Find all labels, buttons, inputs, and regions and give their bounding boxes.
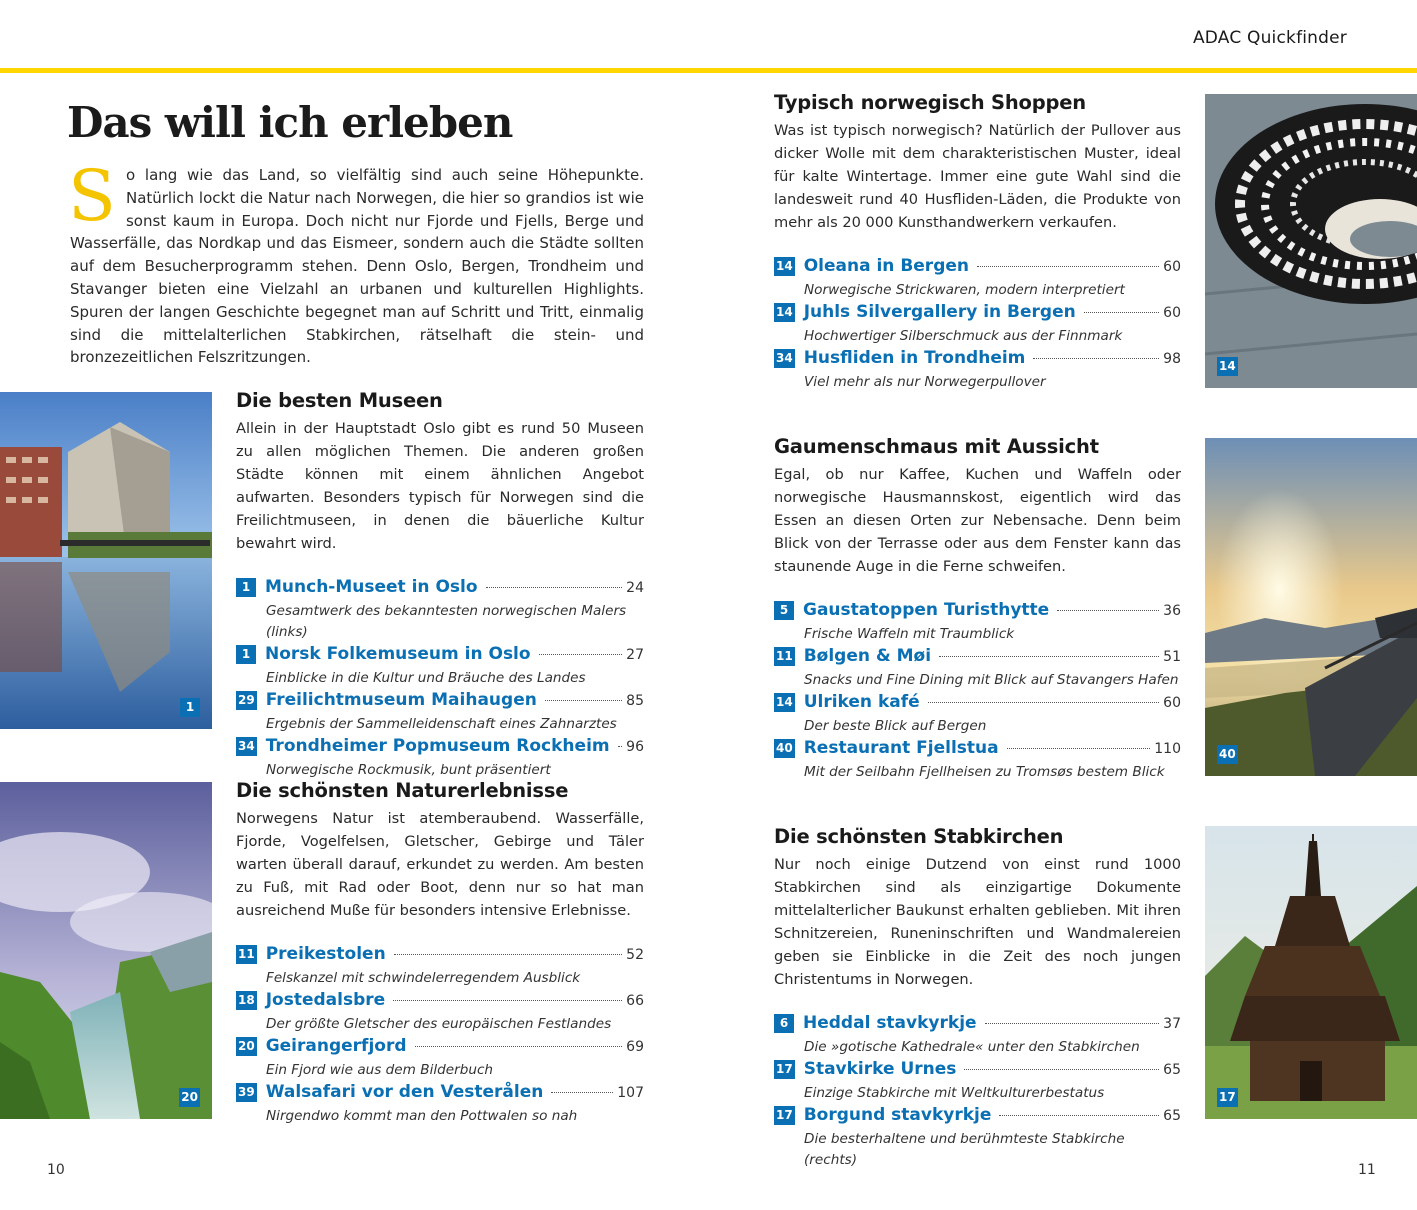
- entry-list: [236, 944, 644, 1127]
- entry[interactable]: [774, 646, 1181, 691]
- entry-number-badge: 34: [236, 737, 257, 756]
- leader-dots: [1084, 312, 1159, 313]
- museum-photo: [0, 392, 212, 729]
- entry[interactable]: [774, 302, 1181, 347]
- photo-badge: 20: [179, 1088, 200, 1107]
- entry-page: 85: [626, 693, 644, 709]
- section-natur: [236, 779, 644, 1128]
- leader-dots: [928, 702, 1160, 703]
- knitwear-image: [1205, 94, 1417, 388]
- entry[interactable]: [236, 690, 644, 735]
- entry-page: 27: [626, 647, 644, 663]
- entry-description: Die besterhaltene und berühmteste Stabkirche (rechts): [804, 1131, 1125, 1168]
- entry[interactable]: [774, 1105, 1181, 1171]
- entry-description: Hochwertiger Silberschmuck aus der Finnmark: [804, 328, 1123, 344]
- entry-number-badge: 20: [236, 1037, 257, 1056]
- entry-page: 98: [1163, 351, 1181, 367]
- entry-name-link[interactable]: Trondheimer Popmuseum Rockheim: [265, 736, 610, 756]
- entry-number-badge: 14: [774, 303, 795, 322]
- leader-dots: [1033, 358, 1159, 359]
- leader-dots: [545, 700, 622, 701]
- intro-paragraph: [68, 155, 644, 369]
- section-title: Die schönsten Naturerlebnisse: [236, 779, 569, 802]
- entry-description: Ergebnis der Sammelleidenschaft eines Zahnarztes: [266, 716, 617, 732]
- leader-dots: [618, 746, 623, 747]
- entry-page: 66: [626, 993, 644, 1009]
- leader-dots: [999, 1115, 1159, 1116]
- leader-dots: [539, 654, 623, 655]
- entry-name-link[interactable]: Gaustatoppen Turisthytte: [803, 600, 1050, 620]
- leader-dots: [1057, 610, 1159, 611]
- entry[interactable]: [236, 736, 644, 781]
- entry-name-link[interactable]: Norsk Folkemuseum in Oslo: [265, 644, 531, 664]
- entry-page: 110: [1154, 741, 1181, 757]
- entry-page: 65: [1163, 1062, 1181, 1078]
- entry-name-link[interactable]: Heddal stavkyrkje: [803, 1013, 977, 1033]
- entry-description: Mit der Seilbahn Fjellheisen zu Tromsøs bestem Blick: [804, 764, 1165, 780]
- entry-number-badge: 17: [774, 1106, 795, 1125]
- entry-list: [774, 1013, 1181, 1171]
- section-text: Allein in der Hauptstadt Oslo gibt es rund 50 Museen zu allen möglichen Themen. Die anderen großen Städte können mit einem ähnlichen Angebot aufwarten. Besonders typisch für Norwegen sind die Freilichtmuseen, in denen die bäuerliche Kultur bewahrt wird.: [236, 420, 644, 552]
- entry-name-link[interactable]: Restaurant Fjellstua: [803, 738, 999, 758]
- entry[interactable]: [236, 1036, 644, 1081]
- entry-page: 107: [617, 1085, 644, 1101]
- leader-dots: [939, 656, 1159, 657]
- entry-name-link[interactable]: Juhls Silvergallery in Bergen: [803, 302, 1076, 322]
- entry-name-link[interactable]: Bølgen & Møi: [803, 646, 932, 666]
- photo-badge: 1: [180, 698, 200, 717]
- dropcap: S: [68, 155, 116, 237]
- entry-number-badge: 39: [236, 1083, 257, 1102]
- entry-page: 36: [1163, 603, 1181, 619]
- entry-name-link[interactable]: Borgund stavkyrkje: [803, 1105, 992, 1125]
- entry-list: [774, 600, 1181, 783]
- entry[interactable]: [236, 1082, 644, 1127]
- entry-number-badge: 14: [774, 257, 795, 276]
- viewpoint-image: [1205, 438, 1417, 776]
- entry-page: 37: [1163, 1016, 1181, 1032]
- entry-description: Gesamtwerk des bekanntesten norwegischen Malers (links): [266, 603, 627, 640]
- section-gaumen: [774, 435, 1181, 784]
- entry-description: Einblicke in die Kultur und Bräuche des Landes: [266, 670, 586, 686]
- entry[interactable]: [774, 1059, 1181, 1104]
- entry-description: Ein Fjord wie aus dem Bilderbuch: [266, 1062, 494, 1078]
- entry-description: Snacks und Fine Dining mit Blick auf Stavangers Hafen: [804, 672, 1179, 688]
- entry-list: [236, 577, 644, 781]
- section-title: Gaumenschmaus mit Aussicht: [774, 435, 1099, 458]
- entry-page: 51: [1163, 649, 1181, 665]
- entry-description: Der größte Gletscher des europäischen Festlandes: [266, 1016, 612, 1032]
- section-museen: [236, 389, 644, 782]
- photo-badge: 17: [1217, 1088, 1238, 1107]
- entry[interactable]: [774, 600, 1181, 645]
- entry-number-badge: 40: [774, 739, 795, 758]
- entry-page: 96: [626, 739, 644, 755]
- entry-name-link[interactable]: Preikestolen: [265, 944, 386, 964]
- page-title: Das will ich erleben: [67, 98, 513, 147]
- entry-description: Norwegische Rockmusik, bunt präsentiert: [266, 762, 551, 778]
- section-title: Typisch norwegisch Shoppen: [774, 91, 1086, 114]
- entry-page: 60: [1163, 695, 1181, 711]
- entry-name-link[interactable]: Oleana in Bergen: [803, 256, 969, 276]
- museum-image: [0, 392, 212, 729]
- intro-text: o lang wie das Land, so vielfältig sind auch seine Höhepunkte. Natürlich lockt die Natur nach Norwegen, die hier so grandios ist wie sonst kaum in Europa. Doch nicht nur Fjorde und Fjells, Berge und Wasserfälle, das Nordkap und das Eismeer, sondern auch die Städte sollten auf dem Besucherprogramm stehen. Denn Oslo, Bergen, Trondheim und Stavanger bieten eine Vielzahl an urbanen und kulturellen Highlights. Spuren der langen Geschichte begegnet man auf Schritt und Tritt, einmalig sind die mittelalterlichen Stabkirchen, rätselhaft die stein- und bronzezeitlichen Felszritzungen.: [70, 166, 644, 367]
- section-stabkirchen: [774, 825, 1181, 1172]
- running-header: ADAC Quickfinder: [1192, 28, 1347, 48]
- entry-number-badge: 5: [774, 601, 794, 620]
- entry[interactable]: [236, 944, 644, 989]
- entry-description: Nirgendwo kommt man den Pottwalen so nah: [266, 1108, 578, 1124]
- entry-number-badge: 11: [236, 945, 257, 964]
- entry[interactable]: [774, 692, 1181, 737]
- section-title: Die besten Museen: [236, 389, 443, 412]
- entry-number-badge: 34: [774, 349, 795, 368]
- entry-number-badge: 11: [774, 647, 795, 666]
- entry-number-badge: 29: [236, 691, 257, 710]
- entry-page: 60: [1163, 305, 1181, 321]
- entry-description: Die »gotische Kathedrale« unter den Stabkirchen: [804, 1039, 1140, 1055]
- entry[interactable]: [236, 990, 644, 1035]
- entry-description: Felskanzel mit schwindelerregendem Ausblick: [266, 970, 581, 986]
- entry-page: 60: [1163, 259, 1181, 275]
- photo-badge: 14: [1217, 357, 1238, 376]
- header-rule: [0, 68, 1417, 73]
- entry-page: 65: [1163, 1108, 1181, 1124]
- section-text: Norwegens Natur ist atemberaubend. Wasserfälle, Fjorde, Vogelfelsen, Gletscher, Gebirge und Täler warten überall darauf, erkundet zu werden. Am besten zu Fuß, mit Rad oder Boot, denn nur so hat man ausreichend Muße für besonders intensive Erlebnisse.: [236, 810, 644, 919]
- section-title: Die schönsten Stabkirchen: [774, 825, 1064, 848]
- knitwear-photo: [1205, 94, 1417, 388]
- entry-name-link[interactable]: Walsafari vor den Vesterålen: [265, 1082, 544, 1102]
- entry-page: 24: [626, 580, 644, 596]
- entry[interactable]: [236, 577, 644, 643]
- entry-description: Frische Waffeln mit Traumblick: [804, 626, 1015, 642]
- section-text: Nur noch einige Dutzend von einst rund 1000 Stabkirchen sind als einzigartige Dokumente mittelalterlicher Baukunst erhalten geblieben. Mit ihren Schnitzereien, Runeninschriften und Wandmalereien geben sie Einblicke in die Zeit des noch jungen Christentums in Norwegen.: [774, 856, 1181, 988]
- leader-dots: [964, 1069, 1159, 1070]
- page-number-right: 11: [1358, 1162, 1376, 1178]
- page-number-left: 10: [47, 1162, 65, 1178]
- entry-name-link[interactable]: Stavkirke Urnes: [803, 1059, 957, 1079]
- entry-page: 69: [626, 1039, 644, 1055]
- fjord-image: [0, 782, 212, 1119]
- stave-church-image: [1205, 826, 1417, 1119]
- entry[interactable]: [236, 644, 644, 689]
- leader-dots: [415, 1046, 623, 1047]
- entry-number-badge: 1: [236, 578, 256, 597]
- entry-description: Der beste Blick auf Bergen: [804, 718, 987, 734]
- photo-badge: 40: [1217, 745, 1238, 764]
- entry-number-badge: 17: [774, 1060, 795, 1079]
- leader-dots: [394, 954, 623, 955]
- entry-name-link[interactable]: Husfliden in Trondheim: [803, 348, 1026, 368]
- entry-name-link[interactable]: Freilichtmuseum Maihaugen: [265, 690, 537, 710]
- section-text: Egal, ob nur Kaffee, Kuchen und Waffeln oder norwegische Hausmannskost, eigentlich wird das Essen an diesen Orten zur Nebensache. Denn beim Blick von der Terrasse oder aus dem Fenster kann das staunende Auge in die Ferne schweifen.: [774, 466, 1181, 575]
- leader-dots: [551, 1092, 613, 1093]
- viewpoint-photo: [1205, 438, 1417, 776]
- entry-name-link[interactable]: Geirangerfjord: [265, 1036, 407, 1056]
- entry[interactable]: [774, 348, 1181, 393]
- entry-description: Einzige Stabkirche mit Weltkulturerbestatus: [804, 1085, 1105, 1101]
- entry-number-badge: 1: [236, 645, 256, 664]
- entry-number-badge: 18: [236, 991, 257, 1010]
- leader-dots: [977, 266, 1159, 267]
- leader-dots: [393, 1000, 622, 1001]
- entry-name-link[interactable]: Jostedalsbre: [265, 990, 386, 1010]
- entry[interactable]: [774, 738, 1181, 783]
- fjord-photo: [0, 782, 212, 1119]
- entry[interactable]: [774, 1013, 1181, 1058]
- entry-description: Viel mehr als nur Norwegerpullover: [804, 374, 1046, 390]
- leader-dots: [1007, 748, 1151, 749]
- entry-number-badge: 6: [774, 1014, 794, 1033]
- section-shoppen: [774, 91, 1181, 394]
- leader-dots: [985, 1023, 1160, 1024]
- entry-name-link[interactable]: Ulriken kafé: [803, 692, 920, 712]
- entry-description: Norwegische Strickwaren, modern interpretiert: [804, 282, 1125, 298]
- entry-name-link[interactable]: Munch-Museet in Oslo: [265, 577, 478, 597]
- entry[interactable]: [774, 256, 1181, 301]
- entry-page: 52: [626, 947, 644, 963]
- entry-list: [774, 256, 1181, 393]
- stave-church-photo: [1205, 826, 1417, 1119]
- leader-dots: [486, 587, 623, 588]
- entry-number-badge: 14: [774, 693, 795, 712]
- section-text: Was ist typisch norwegisch? Natürlich der Pullover aus dicker Wolle mit dem charakteristischen Muster, ideal für kalte Wintertage. Immer eine gute Wahl sind die landesweit rund 40 Husfliden-Läden, die Produkte von mehr als 20 000 Kunsthandwerkern verkaufen.: [774, 122, 1181, 231]
